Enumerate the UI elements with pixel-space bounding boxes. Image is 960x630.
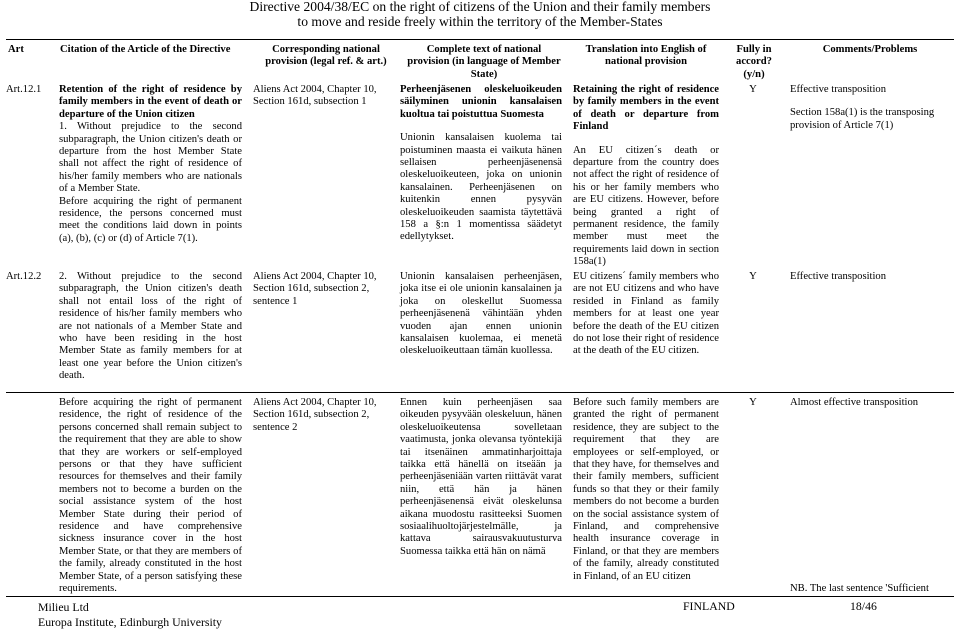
row1-en-title: Retaining the right of residence by family members in the event of death or departure from Finland <box>573 84 719 133</box>
row3-provision: Aliens Act 2004, Chapter 10, Section 161d, subsection 2, sentence 2 <box>253 397 377 433</box>
header-title-line2: to move and reside freely within the territory of the Member-States <box>297 13 663 29</box>
row1-en-text: An EU citizen´s death or departure from the country does not affect the right of residence of his or her family members who are EU citizens. However, before being granted a right of permanent residence, the family member must meet the requirements laid down in section 158a(1) <box>573 144 719 268</box>
row3-citation: Before acquiring the right of permanent residence, the right of residence of the persons concerned shall remain subject to the requirement that they are able to show that they are workers or self-employed persons or that they have sufficient resources for themselves and their family members not to become a burden on the social assistance system of the host Member State during their period of residence and have comprehensive sickness insurance cover in the host Member State, or that they are members of the family, already constituted in the host Member State, of a person satisfying these requirements. <box>59 397 242 595</box>
document-header <box>200 0 760 29</box>
footer-page-number: 18/46 <box>850 599 877 613</box>
col-header-fully: Fully in accord? (y/n) <box>736 44 772 80</box>
table-section-rule <box>6 392 954 393</box>
row3-fully: Y <box>749 397 757 408</box>
table-top-rule <box>6 39 954 40</box>
row2-complete-text: Unionin kansalaisen perheenjäsen, joka itse ei ole unionin kansalainen ja joka on oleskellut Suomessa perheenjäsenenä vähintään yhden vuoden ajan ennen unionin kansalaisen kuolemaa, ei menetä oleskeluoikeuttaan tämän kuollessa. <box>400 271 562 357</box>
col-header-complete-text: Complete text of national provision (in language of Member State) <box>407 44 561 80</box>
row1-citation <box>59 84 242 245</box>
row1-citation-title: Retention of the right of residence by family members in the event of death or departure of the Union citizen <box>59 84 242 120</box>
row2-comments: Effective transposition <box>790 271 887 282</box>
footer-institute: Europa Institute, Edinburgh University <box>38 615 222 629</box>
header-title-line1: Directive 2004/38/EC on the right of citizens of the Union and their family members <box>249 0 711 14</box>
row1-comments <box>790 84 956 132</box>
row1-complete-text <box>400 84 562 244</box>
row1-art: Art.12.1 <box>6 84 42 95</box>
table-bottom-rule <box>6 596 954 597</box>
row1-fi-title: Perheenjäsenen oleskeluoikeuden säilyminen unionin kansalaisen kuoltua tai poistuttua Suomesta <box>400 84 562 120</box>
footer-left <box>38 600 222 630</box>
footer-country: FINLAND <box>683 599 735 613</box>
row1-fully: Y <box>749 84 757 95</box>
row3-comment1: Almost effective transposition <box>790 397 919 408</box>
col-header-art: Art <box>8 44 24 55</box>
row2-art: Art.12.2 <box>6 271 42 282</box>
col-header-translation: Translation into English of national provision <box>585 44 707 68</box>
col-header-provision: Corresponding national provision (legal ref. & art.) <box>265 44 387 68</box>
row1-citation-text2: Before acquiring the right of permanent residence, the persons concerned must meet the conditions laid down in points (a), (b), (c) or (d) of Article 7(1). <box>59 195 242 244</box>
row2-translation: EU citizens´ family members who are not EU citizens and who have resided in Finland as family members for at least one year before the death of the EU citizen do not lose their right of residence at the death of the EU citizen. <box>573 271 719 357</box>
row2-fully: Y <box>749 271 757 282</box>
col-header-citation: Citation of the Article of the Directive <box>60 44 231 55</box>
row1-comment2: Section 158a(1) is the transposing provision of Article 7(1) <box>790 107 935 131</box>
row2-provision: Aliens Act 2004, Chapter 10, Section 161d, subsection 2, sentence 1 <box>253 271 377 307</box>
row3-complete-text: Ennen kuin perheenjäsen saa oikeuden pysyvään oleskeluun, hänen oleskeluoikeutensa sovelletaan vaatimusta, jonka olevansa työntekijä tai itsenäinen ammatinharjoittaja taikka että hänellä on itseään ja perheenjäseniään varten riittävät varat niin, että hän ja hänen perheenjäsenensä eivät oleskelunsa aikana muodostu rasitteeksi Suomen sosiaalihuoltojärjestelmälle, ja kattava sairausvakuutusturva Suomessa taikka että hän on nämä <box>400 397 562 557</box>
row1-comment1: Effective transposition <box>790 84 887 95</box>
row1-citation-text: 1. Without prejudice to the second subparagraph, the Union citizen's death or departure from the host Member State shall not affect the right of residence of his/her family members who are nationals of a Member State. <box>59 121 242 195</box>
row1-fi-text: Unionin kansalaisen kuolema tai poistuminen maasta ei vaikuta hänen sellaisen perheenjäsenensä oleskeluoikeuteen, joka on unionin kansalainen. Perheenjäsenen on kuitenkin ennen pysyvän oleskeluoikeuden saamista täytettävä 158 a §:n 1 momentissa säädetyt edellytykset. <box>400 132 562 243</box>
row2-citation: 2. Without prejudice to the second subparagraph, the Union citizen's death shall not entail loss of the right of residence of his/her family members who are not nationals of a Member State and who have been residing in the host Member State as family members for at least one year before the Union citizen's death. <box>59 271 242 382</box>
row1-translation <box>573 84 719 269</box>
row3-comment2: NB. The last sentence 'Sufficient <box>790 583 929 594</box>
footer-company: Milieu Ltd <box>38 600 89 614</box>
col-header-comments: Comments/Problems <box>822 44 918 55</box>
row3-translation: Before such family members are granted the right of permanent residence, they are subject to the requirement that they are employees or self-employed, or that they have, for themselves and their family members, sufficient funds so that they or their family members do not become a burden on the social assistance system of Finland, and comprehensive health insurance coverage in Finland, or that they are members of the family, already constituted in Finland, of an EU citizen <box>573 397 719 582</box>
row1-provision: Aliens Act 2004, Chapter 10, Section 161d, subsection 1 <box>253 84 377 108</box>
